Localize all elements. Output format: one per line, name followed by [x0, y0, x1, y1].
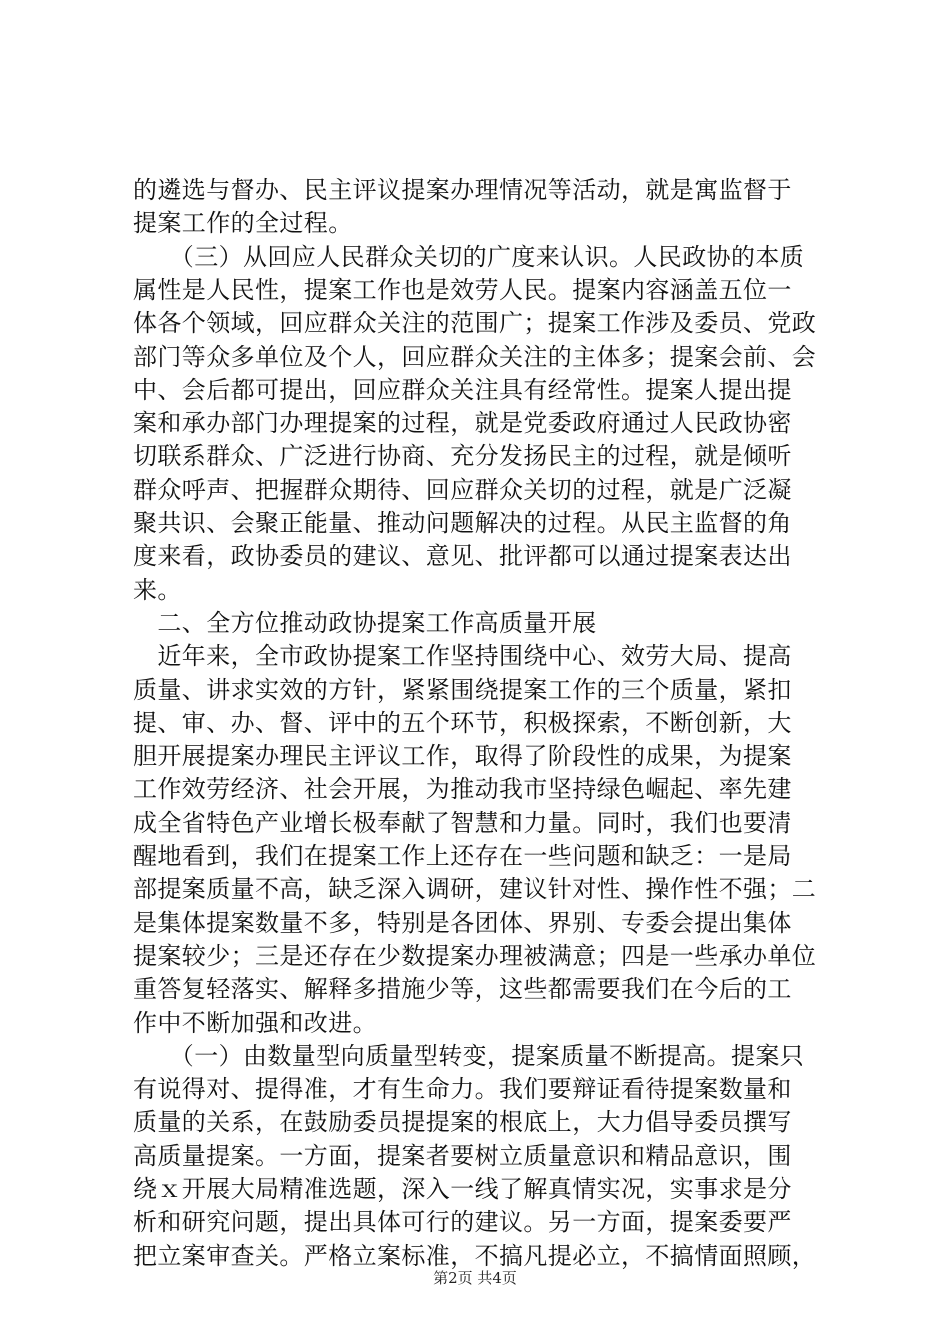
- text-line: 近年来，全市政协提案工作坚持围绕中心、效劳大局、提高: [133, 642, 792, 671]
- text-line: 属性是人民性，提案工作也是效劳人民。提案内容涵盖五位一: [133, 275, 792, 304]
- text-line: 提案工作的全过程。: [133, 209, 353, 238]
- text-line: 聚共识、会聚正能量、推动问题解决的过程。从民主监督的角: [133, 509, 792, 537]
- text-line: 质量、讲求实效的方针，紧紧围绕提案工作的三个质量，紧扣: [133, 675, 792, 704]
- text-line: 来。: [133, 575, 182, 604]
- text-line: 部提案质量不高，缺乏深入调研，建议针对性、操作性不强；二: [133, 875, 817, 904]
- text-line: 作中不断加强和改进。: [133, 1008, 377, 1037]
- text-line: 胆开展提案办理民主评议工作，取得了阶段性的成果，为提案: [133, 742, 792, 771]
- text-line: 工作效劳经济、社会开展，为推动我市坚持绿色崛起、率先建: [133, 775, 792, 804]
- text-line: 部门等众多单位及个人，回应群众关注的主体多；提案会前、会: [133, 342, 817, 371]
- text-line: 重答复轻落实、解释多措施少等，这些都需要我们在今后的工: [133, 975, 792, 1004]
- text-line: 切联系群众、广泛进行协商、充分发扬民主的过程，就是倾听: [133, 442, 792, 471]
- text-line: （三）从回应人民群众关切的广度来认识。人民政协的本质: [133, 242, 805, 271]
- text-line: 绕ｘ开展大局精准选题，深入一线了解真情实况，实事求是分: [133, 1175, 792, 1203]
- text-line: 把立案审查关。严格立案标准，不搞凡提必立，不搞情面照顾，: [133, 1241, 817, 1270]
- text-line: 群众呼声、把握群众期待、回应群众关切的过程，就是广泛凝: [133, 475, 792, 504]
- text-line: 度来看，政协委员的建议、意见、批评都可以通过提案表达出: [133, 542, 792, 571]
- text-line: 二、全方位推动政协提案工作高质量开展: [133, 608, 597, 637]
- text-line: 体各个领域，回应群众关注的范围广；提案工作涉及委员、党政: [133, 309, 817, 338]
- text-line: 提、审、办、督、评中的五个环节，积极探索，不断创新，大: [133, 708, 792, 737]
- text-line: 有说得对、提得准，才有生命力。我们要辩证看待提案数量和: [133, 1075, 792, 1104]
- page-footer: 第2页 共4页: [433, 1269, 517, 1287]
- text-line: 提案较少；三是还存在少数提案办理被满意；四是一些承办单位: [133, 941, 817, 970]
- text-line: 高质量提案。一方面，提案者要树立质量意识和精品意识，围: [133, 1141, 792, 1170]
- text-line: 醒地看到，我们在提案工作上还存在一些问题和缺乏：一是局: [133, 842, 792, 870]
- text-line: 是集体提案数量不多，特别是各团体、界别、专委会提出集体: [133, 908, 792, 937]
- text-line: 成全省特色产业增长极奉献了智慧和力量。同时，我们也要清: [133, 808, 792, 837]
- text-line: 质量的关系，在鼓励委员提提案的根底上，大力倡导委员撰写: [133, 1108, 792, 1137]
- text-line: 析和研究问题，提出具体可行的建议。另一方面，提案委要严: [133, 1208, 792, 1237]
- text-line: 的遴选与督办、民主评议提案办理情况等活动，就是寓监督于: [133, 176, 792, 204]
- text-line: 中、会后都可提出，回应群众关注具有经常性。提案人提出提: [133, 375, 792, 404]
- text-line: （一）由数量型向质量型转变，提案质量不断提高。提案只: [133, 1041, 805, 1070]
- text-line: 案和承办部门办理提案的过程，就是党委政府通过人民政协密: [133, 409, 792, 438]
